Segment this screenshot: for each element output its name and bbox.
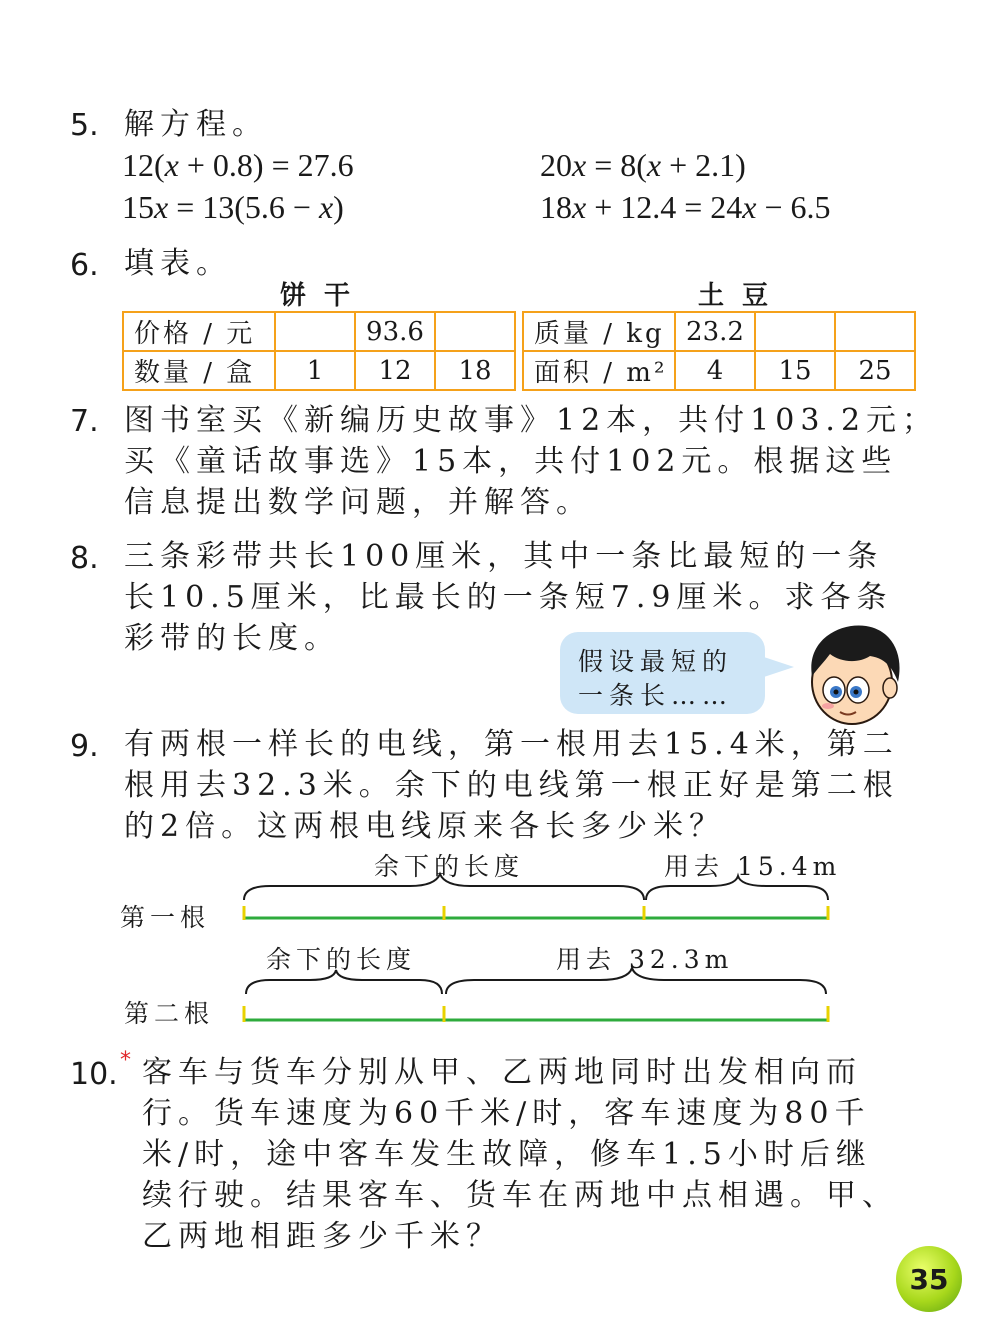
q5-number: 5. bbox=[70, 108, 99, 143]
biscuit-table bbox=[122, 311, 516, 391]
q8-line-1: 三条彩带共长100厘米，其中一条比最短的一条 bbox=[124, 539, 884, 574]
wire1-remaining-brace bbox=[244, 874, 644, 900]
wire-diagram bbox=[230, 870, 850, 1030]
table-row bbox=[523, 351, 915, 390]
q10-line-2: 行。货车速度为60千米/时，客车速度为80千 bbox=[142, 1096, 871, 1131]
q5-equation-1: 12(x + 0.8) = 27.6 bbox=[122, 147, 354, 183]
table-cell: 25 bbox=[835, 351, 915, 390]
q8-line-2: 长10.5厘米，比最长的一条短7.9厘米。求各条 bbox=[124, 580, 893, 615]
table-cell bbox=[435, 312, 515, 351]
hint-line-1: 假设最短的 bbox=[578, 647, 734, 676]
table-cell: 23.2 bbox=[675, 312, 755, 351]
table-cell bbox=[835, 312, 915, 351]
q8-number: 8. bbox=[70, 541, 99, 576]
table-cell bbox=[755, 312, 835, 351]
q9-line-3: 的2倍。这两根电线原来各长多少米？ bbox=[124, 809, 726, 844]
q7-line-3: 信息提出数学问题，并解答。 bbox=[124, 485, 592, 520]
wire2-used-brace bbox=[446, 968, 826, 994]
potato-table bbox=[522, 311, 916, 391]
table-cell: 数量 / 盒 bbox=[123, 351, 275, 390]
q10-line-4: 续行驶。结果客车、货车在两地中点相遇。甲、 bbox=[142, 1178, 898, 1213]
table-cell: 4 bbox=[675, 351, 755, 390]
table-cell bbox=[275, 312, 355, 351]
q6-title: 填表。 bbox=[124, 246, 232, 281]
boy-illustration bbox=[800, 618, 906, 730]
wire2-used-label: 用去 32.3m bbox=[556, 945, 734, 974]
table-row bbox=[523, 312, 915, 351]
q10-line-1: 客车与货车分别从甲、乙两地同时出发相向而 bbox=[142, 1055, 862, 1090]
table-row bbox=[123, 312, 515, 351]
table-cell: 面积 / m² bbox=[523, 351, 675, 390]
q5-title: 解方程。 bbox=[124, 107, 268, 142]
table-cell: 15 bbox=[755, 351, 835, 390]
q10-line-5: 乙两地相距多少千米？ bbox=[142, 1219, 502, 1254]
table1-caption: 饼干 bbox=[280, 281, 369, 311]
wire2-remaining-label: 余下的长度 bbox=[266, 945, 417, 974]
q5-equation-3: 15x = 13(5.6 − x) bbox=[122, 189, 344, 225]
q7-number: 7. bbox=[70, 404, 99, 439]
q7-line-2: 买《童话故事选》15本，共付102元。根据这些 bbox=[124, 444, 898, 479]
table-cell: 质量 / kg bbox=[523, 312, 675, 351]
q5-equation-4: 18x + 12.4 = 24x − 6.5 bbox=[540, 189, 831, 225]
table2-caption: 土豆 bbox=[698, 281, 787, 311]
wire1-used-label: 用去 15.4m bbox=[664, 852, 842, 881]
q7-line-1: 图书室买《新编历史故事》12本，共付103.2元； bbox=[124, 403, 939, 438]
q6-number: 6. bbox=[70, 248, 99, 283]
wire1-label: 第一根 bbox=[120, 903, 211, 932]
q10-number: 10. bbox=[70, 1057, 118, 1092]
hint-bubble-tail bbox=[758, 655, 794, 679]
table-cell: 价格 / 元 bbox=[123, 312, 275, 351]
table-row bbox=[123, 351, 515, 390]
table-cell: 18 bbox=[435, 351, 515, 390]
hint-line-2: 一条长…… bbox=[578, 681, 734, 710]
q5-equation-2: 20x = 8(x + 2.1) bbox=[540, 147, 746, 183]
q10-star: * bbox=[120, 1048, 131, 1073]
wire2-label: 第二根 bbox=[124, 999, 215, 1028]
wire1-used-brace bbox=[646, 876, 828, 900]
q9-line-2: 根用去32.3米。余下的电线第一根正好是第二根 bbox=[124, 768, 899, 803]
q9-line-1: 有两根一样长的电线，第一根用去15.4米，第二 bbox=[124, 727, 899, 762]
wire2-remaining-brace bbox=[246, 970, 442, 994]
q10-line-3: 米/时，途中客车发生故障，修车1.5小时后继 bbox=[142, 1137, 872, 1172]
q9-number: 9. bbox=[70, 729, 99, 764]
q8-line-3: 彩带的长度。 bbox=[124, 621, 340, 656]
table-cell: 1 bbox=[275, 351, 355, 390]
table-cell: 12 bbox=[355, 351, 435, 390]
table-cell: 93.6 bbox=[355, 312, 435, 351]
page-number-badge: 35 bbox=[896, 1246, 962, 1312]
wire1-remaining-label: 余下的长度 bbox=[374, 852, 525, 881]
